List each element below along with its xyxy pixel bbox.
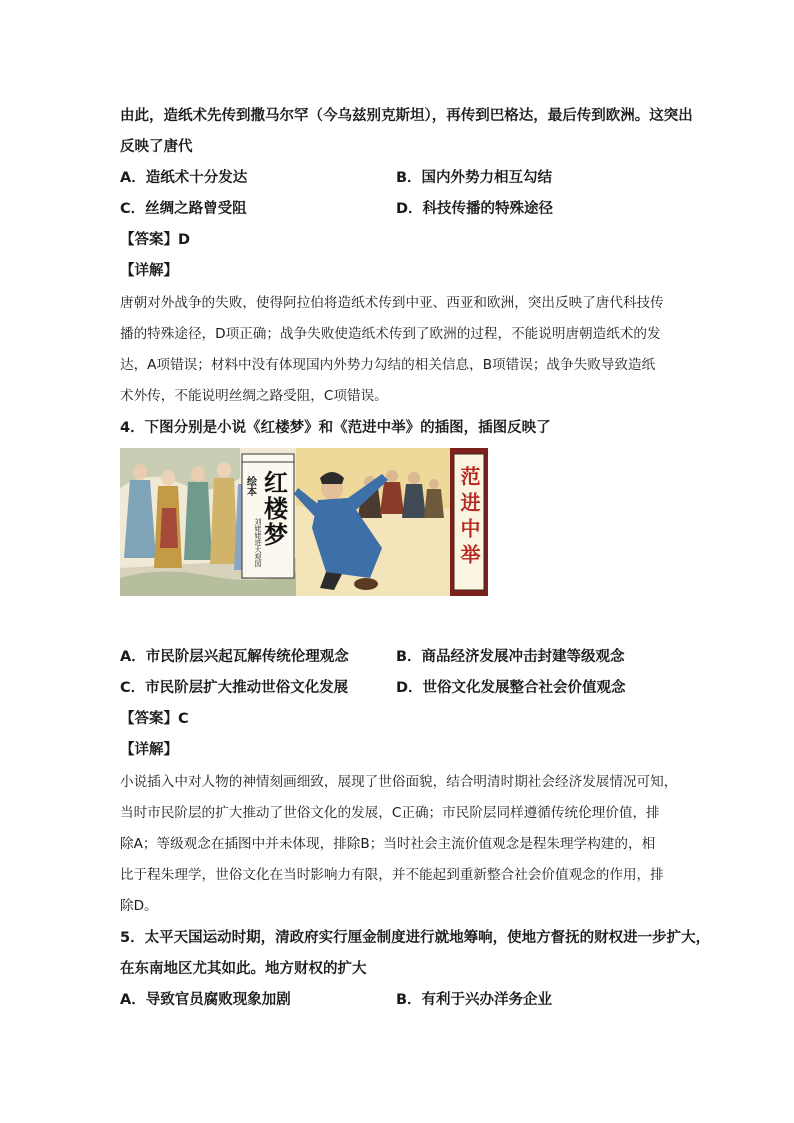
- hongloumeng-title: 红楼梦: [259, 470, 289, 548]
- q4-option-a: A．市民阶层兴起瓦解传统伦理观念: [120, 649, 349, 665]
- q3-option-a: A．造纸术十分发达: [120, 170, 248, 186]
- q4-detail-line: 小说插入中对人物的神情刻画细致，展现了世俗面貌，结合明清时期社会经济发展情况可知，: [120, 774, 678, 790]
- q4-stem: 4．下图分别是小说《红楼梦》和《范进中举》的插图，插图反映了: [120, 420, 551, 436]
- q5-option-b: B．有利于兴办洋务企业: [396, 992, 553, 1008]
- q4-option-c: C．市民阶层扩大推动世俗文化发展: [120, 680, 349, 696]
- q3-stem-line2: 反映了唐代: [120, 139, 193, 155]
- q4-answer: 【答案】C: [120, 711, 189, 727]
- q5-option-a: A．导致官员腐败现象加剧: [120, 992, 291, 1008]
- q4-option-d: D．世俗文化发展整合社会价值观念: [396, 680, 626, 696]
- q5-stem-line2: 在东南地区尤其如此。地方财权的扩大: [120, 961, 367, 977]
- q4-detail-label: 【详解】: [120, 742, 178, 758]
- q4-option-b: B．商品经济发展冲击封建等级观念: [396, 649, 625, 665]
- hongloumeng-subtitle: 刘姥姥进大观园: [254, 518, 262, 567]
- q3-answer: 【答案】D: [120, 232, 191, 248]
- q4-detail-line: 除D。: [120, 898, 158, 914]
- q4-detail-line: 比于程朱理学，世俗文化在当时影响力有限，并不能起到重新整合社会价值观念的作用，排: [120, 867, 664, 883]
- q5-stem-line1: 5．太平天国运动时期，清政府实行厘金制度进行就地筹响，使地方督抚的财权进一步扩大，: [120, 930, 711, 946]
- fanjinzhongju-title: 范进中举: [457, 466, 481, 570]
- q3-detail-line: 术外传，不能说明丝绸之路受阻，C项错误。: [120, 388, 388, 404]
- q4-detail-line: 当时市民阶层的扩大推动了世俗文化的发展，C正确；市民阶层同样遵循传统伦理价值，排: [120, 805, 660, 821]
- q3-option-c: C．丝绸之路曾受阻: [120, 201, 247, 217]
- hongloumeng-side-label: 绘本: [244, 476, 256, 496]
- q3-option-d: D．科技传播的特殊途径: [396, 201, 554, 217]
- q3-detail-line: 播的特殊途径，D项正确；战争失败使造纸术传到了欧洲的过程，不能说明唐朝造纸术的发: [120, 326, 661, 342]
- q4-detail-line: 除A；等级观念在插图中并未体现，排除B；当时社会主流价值观念是程朱理学构建的，相: [120, 836, 656, 852]
- q3-stem-line1: 由此，造纸术先传到撒马尔罕（今乌兹别克斯坦），再传到巴格达，最后传到欧洲。这突出: [120, 108, 693, 124]
- q3-detail-label: 【详解】: [120, 263, 178, 279]
- q4-illustration: [120, 448, 488, 596]
- q3-detail-line: 唐朝对外战争的失败，使得阿拉伯将造纸术传到中亚、西亚和欧洲，突出反映了唐代科技传: [120, 295, 664, 311]
- q3-detail-line: 达，A项错误；材料中没有体现国内外势力勾结的相关信息，B项错误；战争失败导致造纸: [120, 357, 656, 373]
- q3-option-b: B．国内外势力相互勾结: [396, 170, 553, 186]
